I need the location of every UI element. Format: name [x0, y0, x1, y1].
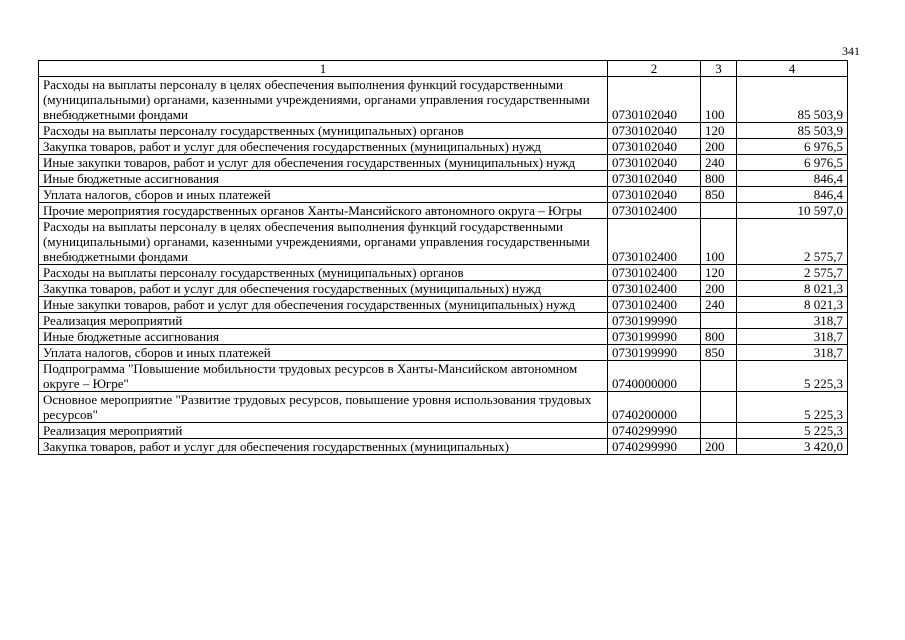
row-code-cell: 0730102040 [608, 139, 701, 155]
row-name-cell: Иные закупки товаров, работ и услуг для обеспечения государственных (муниципальных) нужд [39, 155, 608, 171]
table-row [39, 203, 848, 219]
row-amount-cell: 846,4 [737, 187, 848, 203]
table-row [39, 392, 848, 423]
row-amount-cell: 318,7 [737, 345, 848, 361]
row-type-cell [701, 203, 737, 219]
row-type-cell: 200 [701, 281, 737, 297]
row-code-cell: 0730102040 [608, 123, 701, 139]
table-row [39, 281, 848, 297]
row-type-cell: 200 [701, 439, 737, 455]
row-amount-cell: 5 225,3 [737, 423, 848, 439]
table-body [39, 77, 848, 455]
row-name-cell: Прочие мероприятия государственных органов Ханты-Мансийского автономного округа – Югры [39, 203, 608, 219]
row-code-cell: 0730102400 [608, 281, 701, 297]
row-type-cell: 800 [701, 171, 737, 187]
row-name-cell: Закупка товаров, работ и услуг для обеспечения государственных (муниципальных) [39, 439, 608, 455]
header-col-1: 1 [39, 61, 608, 77]
row-type-cell: 200 [701, 139, 737, 155]
budget-table [38, 60, 848, 455]
header-row [39, 61, 848, 77]
row-amount-cell: 318,7 [737, 329, 848, 345]
header-col-2: 2 [608, 61, 701, 77]
row-code-cell: 0730102400 [608, 219, 701, 265]
row-type-cell: 240 [701, 155, 737, 171]
table-row [39, 171, 848, 187]
row-code-cell: 0730102040 [608, 187, 701, 203]
page-number: 341 [842, 44, 860, 58]
row-name-cell: Реализация мероприятий [39, 423, 608, 439]
row-type-cell [701, 423, 737, 439]
row-code-cell: 0730102040 [608, 77, 701, 123]
table-row [39, 219, 848, 265]
table-row [39, 77, 848, 123]
row-name-cell: Уплата налогов, сборов и иных платежей [39, 345, 608, 361]
row-name-cell: Иные закупки товаров, работ и услуг для обеспечения государственных (муниципальных) нужд [39, 297, 608, 313]
row-type-cell: 100 [701, 219, 737, 265]
header-col-4: 4 [737, 61, 848, 77]
row-name-cell: Закупка товаров, работ и услуг для обеспечения государственных (муниципальных) нужд [39, 281, 608, 297]
row-type-cell: 120 [701, 123, 737, 139]
table-row [39, 439, 848, 455]
row-amount-cell: 85 503,9 [737, 123, 848, 139]
row-type-cell: 240 [701, 297, 737, 313]
row-code-cell: 0730199990 [608, 345, 701, 361]
row-code-cell: 0730102040 [608, 155, 701, 171]
row-code-cell: 0730102400 [608, 203, 701, 219]
row-code-cell: 0740000000 [608, 361, 701, 392]
table-row [39, 187, 848, 203]
row-amount-cell: 6 976,5 [737, 155, 848, 171]
row-amount-cell: 10 597,0 [737, 203, 848, 219]
row-amount-cell: 318,7 [737, 313, 848, 329]
row-code-cell: 0730102040 [608, 171, 701, 187]
row-type-cell [701, 392, 737, 423]
row-name-cell: Реализация мероприятий [39, 313, 608, 329]
row-amount-cell: 6 976,5 [737, 139, 848, 155]
row-name-cell: Уплата налогов, сборов и иных платежей [39, 187, 608, 203]
row-code-cell: 0740299990 [608, 439, 701, 455]
row-type-cell: 100 [701, 77, 737, 123]
row-amount-cell: 2 575,7 [737, 265, 848, 281]
row-name-cell: Основное мероприятие "Развитие трудовых ресурсов, повышение уровня использования трудовых ресурсов" [39, 392, 608, 423]
row-amount-cell: 2 575,7 [737, 219, 848, 265]
header-col-3: 3 [701, 61, 737, 77]
row-type-cell: 800 [701, 329, 737, 345]
row-type-cell: 120 [701, 265, 737, 281]
row-type-cell [701, 361, 737, 392]
table-row [39, 265, 848, 281]
row-code-cell: 0740299990 [608, 423, 701, 439]
row-type-cell [701, 313, 737, 329]
table-row [39, 139, 848, 155]
table-row [39, 123, 848, 139]
row-name-cell: Иные бюджетные ассигнования [39, 329, 608, 345]
row-amount-cell: 846,4 [737, 171, 848, 187]
table-row [39, 155, 848, 171]
row-name-cell: Иные бюджетные ассигнования [39, 171, 608, 187]
row-code-cell: 0740200000 [608, 392, 701, 423]
table-row [39, 313, 848, 329]
table-row [39, 423, 848, 439]
row-name-cell: Расходы на выплаты персоналу в целях обеспечения выполнения функций государственными (муниципальными) органами, казенными учреждениями, органами управления государственными внебюджетными фондами [39, 219, 608, 265]
row-amount-cell: 8 021,3 [737, 281, 848, 297]
table-row [39, 329, 848, 345]
row-amount-cell: 5 225,3 [737, 361, 848, 392]
row-name-cell: Расходы на выплаты персоналу государственных (муниципальных) органов [39, 123, 608, 139]
table-row [39, 297, 848, 313]
row-code-cell: 0730102400 [608, 297, 701, 313]
table-row [39, 361, 848, 392]
row-amount-cell: 3 420,0 [737, 439, 848, 455]
row-name-cell: Закупка товаров, работ и услуг для обеспечения государственных (муниципальных) нужд [39, 139, 608, 155]
row-amount-cell: 5 225,3 [737, 392, 848, 423]
row-code-cell: 0730102400 [608, 265, 701, 281]
row-type-cell: 850 [701, 345, 737, 361]
row-amount-cell: 85 503,9 [737, 77, 848, 123]
row-name-cell: Расходы на выплаты персоналу государственных (муниципальных) органов [39, 265, 608, 281]
table-row [39, 345, 848, 361]
row-amount-cell: 8 021,3 [737, 297, 848, 313]
row-name-cell: Подпрограмма "Повышение мобильности трудовых ресурсов в Ханты-Мансийском автономном округе – Югре" [39, 361, 608, 392]
row-type-cell: 850 [701, 187, 737, 203]
row-code-cell: 0730199990 [608, 313, 701, 329]
row-code-cell: 0730199990 [608, 329, 701, 345]
row-name-cell: Расходы на выплаты персоналу в целях обеспечения выполнения функций государственными (муниципальными) органами, казенными учреждениями, органами управления государственными внебюджетными фондами [39, 77, 608, 123]
